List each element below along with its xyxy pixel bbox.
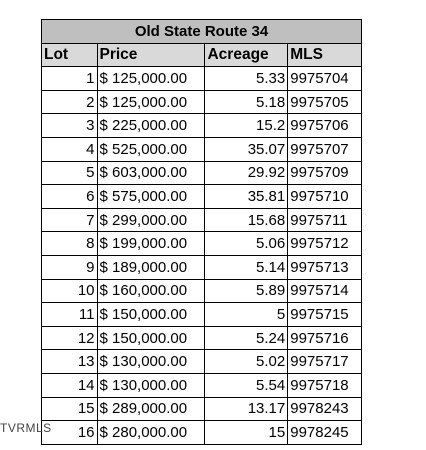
cell-price: $ 299,000.00 bbox=[97, 208, 205, 232]
table-row bbox=[42, 185, 362, 209]
table-row bbox=[42, 114, 362, 138]
cell-acreage: 35.81 bbox=[205, 185, 288, 209]
cell-mls: 9978245 bbox=[288, 421, 362, 445]
cell-mls: 9975707 bbox=[288, 137, 362, 161]
cell-lot: 4 bbox=[42, 137, 98, 161]
table-row bbox=[42, 350, 362, 374]
cell-mls: 9975705 bbox=[288, 90, 362, 114]
cell-price: $ 150,000.00 bbox=[97, 326, 205, 350]
cell-lot: 8 bbox=[42, 232, 98, 256]
table-body bbox=[42, 67, 362, 445]
cell-acreage: 5 bbox=[205, 303, 288, 327]
table-row bbox=[42, 303, 362, 327]
cell-price: $ 225,000.00 bbox=[97, 114, 205, 138]
cell-mls: 9975712 bbox=[288, 232, 362, 256]
table-row bbox=[42, 161, 362, 185]
cell-lot: 9 bbox=[42, 255, 98, 279]
header-price: Price bbox=[97, 43, 205, 67]
cell-price: $ 280,000.00 bbox=[97, 421, 205, 445]
table-title-row bbox=[42, 20, 362, 44]
cell-lot: 14 bbox=[42, 373, 98, 397]
table-row bbox=[42, 421, 362, 445]
cell-lot: 11 bbox=[42, 303, 98, 327]
cell-mls: 9975717 bbox=[288, 350, 362, 374]
cell-mls: 9975711 bbox=[288, 208, 362, 232]
cell-price: $ 125,000.00 bbox=[97, 90, 205, 114]
table-row bbox=[42, 232, 362, 256]
cell-acreage: 5.06 bbox=[205, 232, 288, 256]
cell-mls: 9975715 bbox=[288, 303, 362, 327]
table-row bbox=[42, 208, 362, 232]
cell-price: $ 125,000.00 bbox=[97, 67, 205, 91]
cell-mls: 9975714 bbox=[288, 279, 362, 303]
cell-lot: 1 bbox=[42, 67, 98, 91]
cell-mls: 9975713 bbox=[288, 255, 362, 279]
cell-lot: 5 bbox=[42, 161, 98, 185]
cell-lot: 16 bbox=[42, 421, 98, 445]
table-row bbox=[42, 67, 362, 91]
table-row bbox=[42, 279, 362, 303]
cell-mls: 9975718 bbox=[288, 373, 362, 397]
cell-acreage: 15.2 bbox=[205, 114, 288, 138]
cell-lot: 3 bbox=[42, 114, 98, 138]
lot-listing-table bbox=[41, 19, 362, 445]
cell-acreage: 5.02 bbox=[205, 350, 288, 374]
cell-acreage: 5.14 bbox=[205, 255, 288, 279]
cell-price: $ 575,000.00 bbox=[97, 185, 205, 209]
cell-price: $ 130,000.00 bbox=[97, 373, 205, 397]
cell-acreage: 35.07 bbox=[205, 137, 288, 161]
cell-price: $ 130,000.00 bbox=[97, 350, 205, 374]
cell-price: $ 189,000.00 bbox=[97, 255, 205, 279]
cell-lot: 2 bbox=[42, 90, 98, 114]
cell-lot: 10 bbox=[42, 279, 98, 303]
cell-price: $ 525,000.00 bbox=[97, 137, 205, 161]
cell-acreage: 5.18 bbox=[205, 90, 288, 114]
cell-mls: 9975710 bbox=[288, 185, 362, 209]
header-acreage: Acreage bbox=[205, 43, 288, 67]
cell-mls: 9975706 bbox=[288, 114, 362, 138]
table-row bbox=[42, 137, 362, 161]
cell-price: $ 603,000.00 bbox=[97, 161, 205, 185]
cell-mls: 9975704 bbox=[288, 67, 362, 91]
table-row bbox=[42, 326, 362, 350]
cell-acreage: 15 bbox=[205, 421, 288, 445]
cell-acreage: 5.24 bbox=[205, 326, 288, 350]
header-lot: Lot bbox=[42, 43, 98, 67]
cell-price: $ 160,000.00 bbox=[97, 279, 205, 303]
cell-acreage: 13.17 bbox=[205, 397, 288, 421]
table-title: Old State Route 34 bbox=[42, 20, 362, 44]
cell-acreage: 5.89 bbox=[205, 279, 288, 303]
cell-acreage: 15.68 bbox=[205, 208, 288, 232]
cell-lot: 7 bbox=[42, 208, 98, 232]
cell-lot: 15 bbox=[42, 397, 98, 421]
cell-price: $ 150,000.00 bbox=[97, 303, 205, 327]
table-row bbox=[42, 90, 362, 114]
cell-mls: 9975716 bbox=[288, 326, 362, 350]
mls-watermark: TVRMLS bbox=[0, 421, 52, 435]
header-mls: MLS bbox=[288, 43, 362, 67]
table-header-row bbox=[42, 43, 362, 67]
cell-lot: 13 bbox=[42, 350, 98, 374]
cell-acreage: 5.54 bbox=[205, 373, 288, 397]
cell-mls: 9978243 bbox=[288, 397, 362, 421]
cell-lot: 6 bbox=[42, 185, 98, 209]
table-row bbox=[42, 373, 362, 397]
cell-lot: 12 bbox=[42, 326, 98, 350]
table-row bbox=[42, 397, 362, 421]
cell-price: $ 289,000.00 bbox=[97, 397, 205, 421]
cell-mls: 9975709 bbox=[288, 161, 362, 185]
cell-price: $ 199,000.00 bbox=[97, 232, 205, 256]
cell-acreage: 5.33 bbox=[205, 67, 288, 91]
cell-acreage: 29.92 bbox=[205, 161, 288, 185]
table-row bbox=[42, 255, 362, 279]
